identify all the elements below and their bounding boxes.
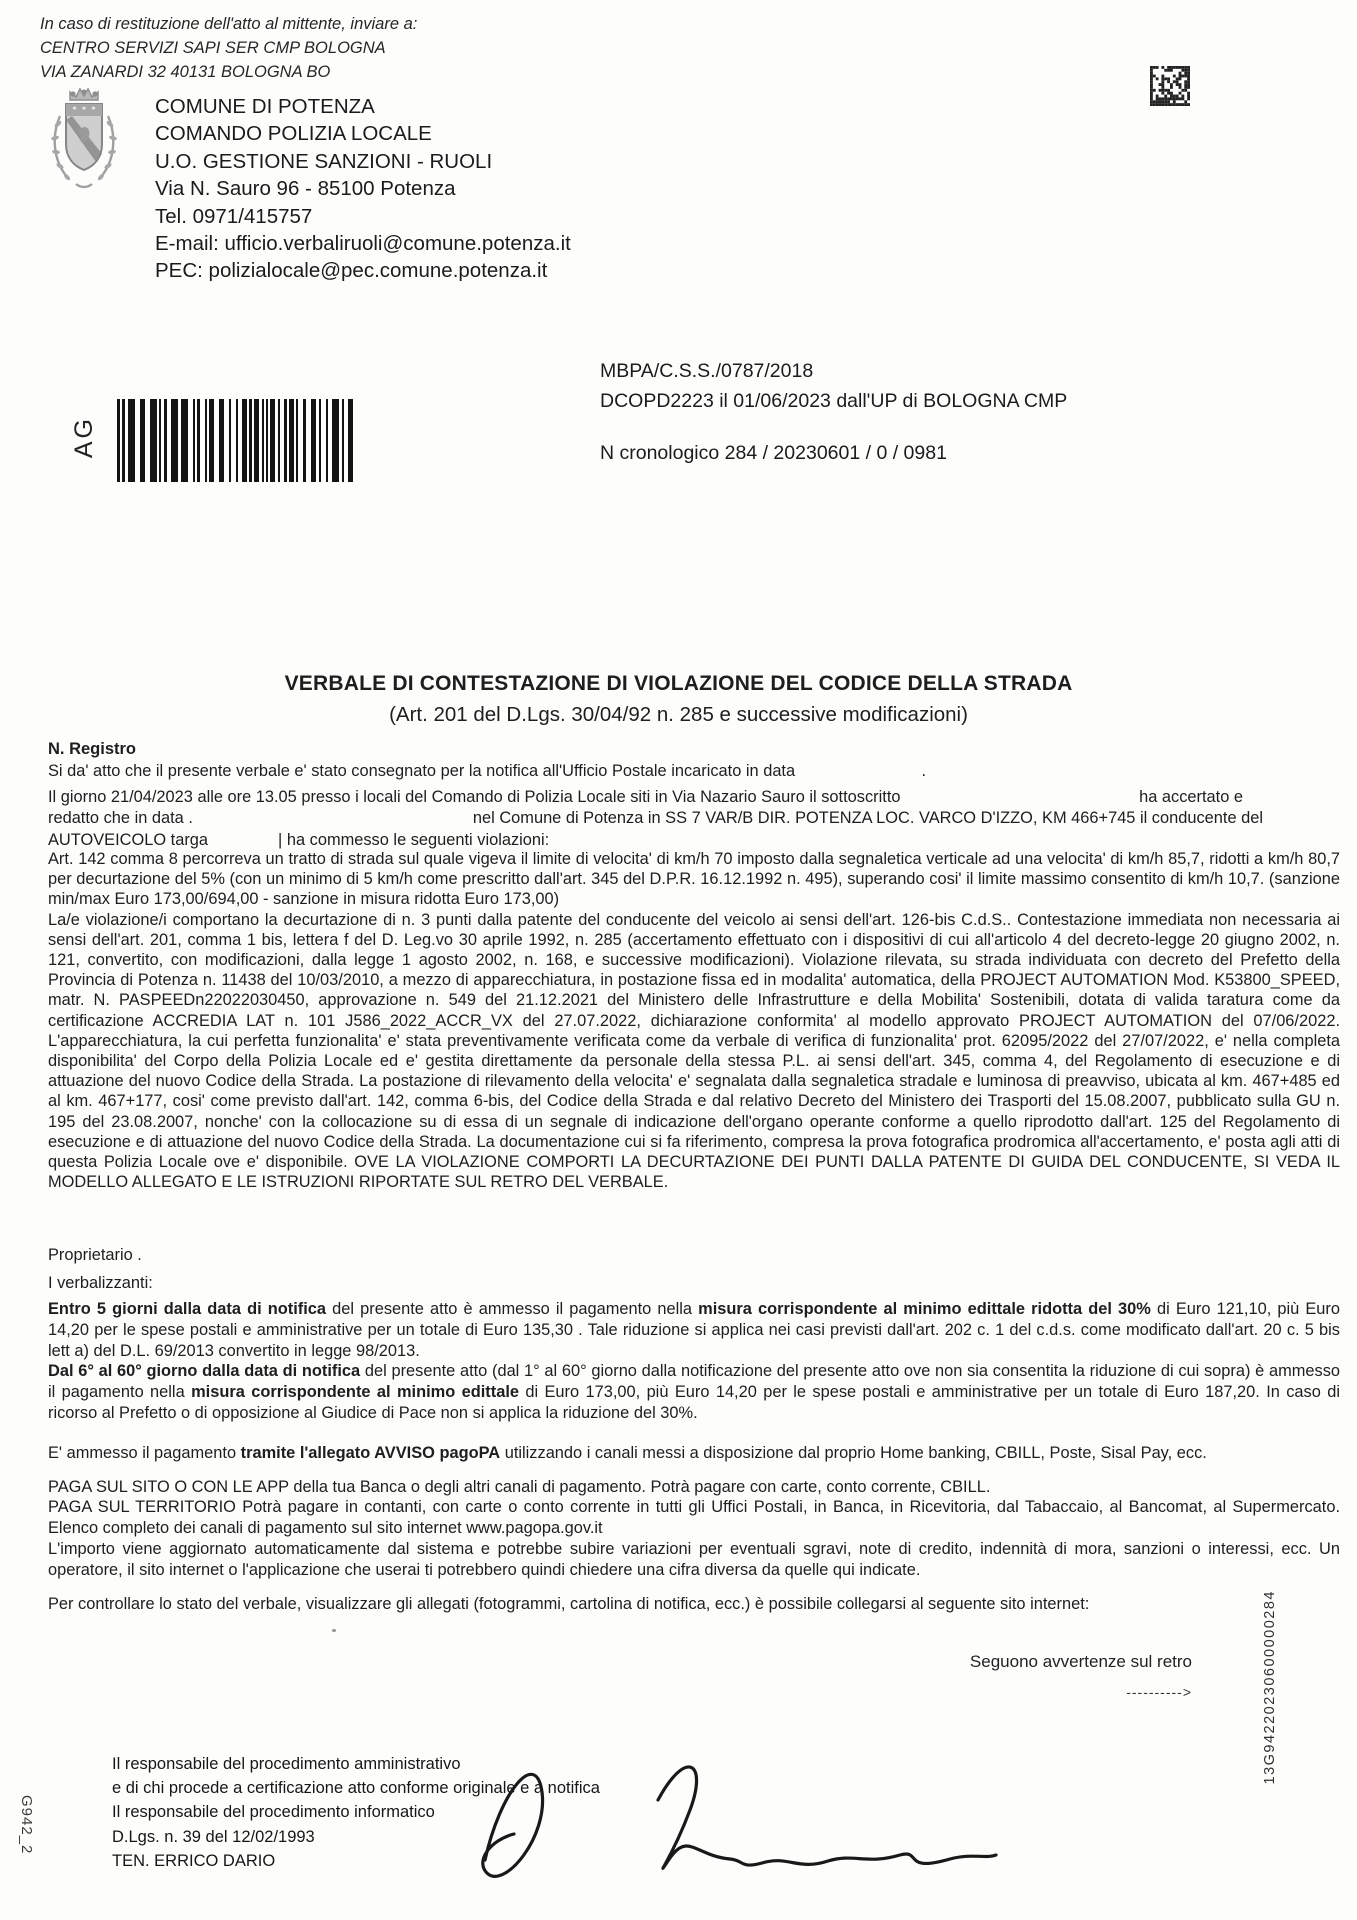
- retro-arrow: ---------->: [1126, 1684, 1192, 1700]
- scan-artifact-dot: [332, 1629, 336, 1632]
- registro-dot: .: [921, 762, 926, 780]
- proprietario-line: Proprietario .: [48, 1246, 142, 1264]
- intro-line-3: [48, 830, 1338, 851]
- intro-line-1-right: ha accertato e: [1139, 788, 1243, 806]
- issuing-office-header: [155, 93, 571, 285]
- office-pec: PEC: polizialocale@pec.comune.potenza.it: [155, 259, 548, 283]
- office-unit: U.O. GESTIONE SANZIONI - RUOLI: [155, 149, 493, 173]
- tracking-code-right: 13G94220230600000284: [1262, 1590, 1278, 1785]
- accertamento-intro: [48, 787, 1338, 851]
- office-email: E-mail: ufficio.verbaliruoli@comune.potenza.it: [155, 232, 571, 256]
- intro-line-1-left: Il giorno 21/04/2023 alle ore 13.05 presso i locali del Comando di Polizia Locale siti in Via Nazario Sauro il sottoscritto: [48, 788, 901, 806]
- paga-sul-territorio-line: PAGA SUL TERRITORIO Potrà pagare in contanti, con carte o conto corrente in tutti gli Uffici Postali, in Banca, in Ricevitoria, dal Tabaccaio, al Bancomat, al Supermercato. Elenco completo dei canali di pagamento sul sito internet www.pagopa.gov.it: [48, 1498, 1340, 1538]
- registro-label: N. Registro: [48, 740, 137, 758]
- violation-body: [48, 849, 1340, 1192]
- responsible-line: Il responsabile del procedimento informatico: [112, 1803, 435, 1822]
- payment-6-to-60-days: Dal 6° al 60° giorno dalla data di notifica del presente atto (dal 1° al 60° giorno dalla notificazione del presente atto ove non sia consentita la riduzione di cui sopra) è ammesso il pagamento nella misura corrispondente al minimo edittale di Euro 173,00, più Euro 14,20 per le spese postali e amministrative per un totale di Euro 187,20. In caso di ricorso al Prefetto o di opposizione al Giudice di Pace non si applica la riduzione del 30%.: [48, 1362, 1341, 1422]
- intro-line-2-right: nel Comune di Potenza in SS 7 VAR/B DIR. POTENZA LOC. VARCO D'IZZO, KM 466+745 il conducente del: [472, 809, 1263, 828]
- registro-text: Si da' atto che il presente verbale e' stato consegnato per la notifica all'Ufficio Postale incaricato in data: [48, 762, 796, 780]
- document-subtitle: (Art. 201 del D.Lgs. 30/04/92 n. 285 e successive modificazioni): [389, 703, 968, 726]
- ref-cronologico: N cronologico 284 / 20230601 / 0 / 0981: [600, 442, 947, 464]
- pagopa-bold: tramite l'allegato AVVISO pagoPA: [240, 1443, 501, 1462]
- office-address: Via N. Sauro 96 - 85100 Potenza: [155, 177, 456, 201]
- office-name: COMUNE DI POTENZA: [155, 95, 375, 118]
- payment-5d-bold: Entro 5 giorni dalla data di notifica: [48, 1300, 327, 1318]
- responsible-line: D.Lgs. n. 39 del 12/02/1993: [112, 1827, 315, 1846]
- responsible-name: TEN. ERRICO DARIO: [112, 1851, 276, 1870]
- return-address-line: CENTRO SERVIZI SAPI SER CMP BOLOGNA: [40, 39, 386, 57]
- payment-instructions: [48, 1299, 1340, 1614]
- return-address-line: In caso di restituzione dell'atto al mittente, inviare a:: [40, 15, 418, 33]
- paga-sul-sito-line: PAGA SUL SITO O CON LE APP della tua Banca o degli altri canali di pagamento. Potrà pagare con carte, conto corrente, CBILL.: [48, 1477, 991, 1496]
- intro-line-1: [48, 787, 1338, 808]
- payment-within-5-days: Entro 5 giorni dalla data di notifica del presente atto è ammesso il pagamento nella misura corrispondente al minimo edittale ridotta del 30% di Euro 121,10, più Euro 14,20 per le spese postali e amministrative per un totale di Euro 135,30 . Tale riduzione si applica nei casi previsti dall'art. 202 c. 1 del c.d.s. come modificato dall'art. 20 c. 5 bis lett a) del D.L. 69/2013 convertito in legge 98/2013.: [48, 1300, 1340, 1360]
- intro-line-3-right: | ha commesso le seguenti violazioni:: [278, 830, 550, 849]
- signature-icon: [430, 1742, 1020, 1892]
- payment-pagopa: E' ammesso il pagamento tramite l'allegato AVVISO pagoPA utilizzando i canali messi a disposizione dal proprio Home banking, CBILL, Poste, Sisal Pay, ecc.: [48, 1443, 1207, 1462]
- mail-ag-label: AG: [70, 416, 98, 459]
- violation-paragraph-2: La/e violazione/i comportano la decurtazione di n. 3 punti dalla patente del conducente del veicolo ai sensi dell'art. 126-bis C.d.S.. Contestazione immediata non necessaria ai sensi dell'art. 201, comma 1 bis, lettera f del D. Leg.vo 30 aprile 1992, n. 285 (accertamento effettuato con i dispositivi di cui all'articolo 4 del decreto-legge 20 giugno 2002, n. 121, convertito, con modificazioni, dalla legge 1 agosto 2002, n. 168, e successive modificazioni). Violazione rilevata, su strada individuata con decreto del Prefetto della Provincia di Potenza n. 11438 del 10/03/2010, a mezzo di apparecchiatura, in postazione fissa ed in modalita' automatica, della PROJECT AUTOMATION Mod. K53800_SPEED, matr. N. PASPEEDn22022030450, approvazione n. 549 del 21.12.2021 del Ministero delle Infrastrutture e della Mobilita' Sostenibili, dotata di valida taratura come da certificazione ACCREDIA LAT n. 101 J586_2022_ACCR_VX del 27.07.2022, dichiarazione conformita' al modello approvato PROJECT AUTOMATION del 07/06/2022. L'apparecchiatura, la cui perfetta funzionalita' e' stata preventivamente verificata come da verbale di verifica di funzionalita' prot. 62095/2022 del 27/07/2022, e' nella completa disponibilita' del Corpo della Polizia Locale ed e' gestita direttamente da personale della stessa P.L. ai sensi dell'art. 345, comma 4, del Regolamento di esecuzione e di attuazione del nuovo Codice della Strada. La postazione di rilevamento della velocita' e' segnalata dalla segnaletica stradale e luminosa di preavviso, ubicata al km. 467+485 ed al km. 467+177, cosi' come previsto dall'art. 142, comma 6-bis, del Codice della Strada e dal relativo Decreto del Ministero dei Trasporti del 15.08.2007, pubblicato sulla GU n. 195 del 23.08.2007, nonche' con la collocazione su di essa di un segnale di indicazione dell'organo operante conforme a quello riprodotto dall'art. 125 del Regolamento di esecuzione e di attuazione del nuovo Codice della Strada. La documentazione cui si fa riferimento, compresa la prova fotografica prodromica all'accertamento, e' posta agli atti di questa Polizia Locale ove e' disponibile. OVE LA VIOLAZIONE COMPORTI LA DECURTAZIONE DEI PUNTI DALLA PATENTE DI GUIDA DEL CONDUCENTE, SI VEDA IL MODELLO ALLEGATO E LE ISTRUZIONI RIPORTATE SUL RETRO DEL VERBALE.: [48, 910, 1340, 1192]
- intro-line-3-left: AUTOVEICOLO targa: [48, 830, 209, 849]
- office-command: COMANDO POLIZIA LOCALE: [155, 122, 432, 146]
- intro-line-2: [48, 808, 1338, 829]
- coat-of-arms-icon: [46, 86, 122, 192]
- form-code-left: G942_2: [18, 1795, 35, 1855]
- payment-60d-bold: Dal 6° al 60° giorno dalla data di notifica: [48, 1362, 361, 1381]
- registro-line: [48, 762, 926, 781]
- payment-60d-bold-2: misura corrispondente al minimo edittale: [191, 1383, 519, 1402]
- postal-references: [600, 356, 1067, 468]
- ref-mbpa: MBPA/C.S.S./0787/2018: [600, 360, 814, 382]
- responsible-line: Il responsabile del procedimento amministrativo: [112, 1755, 461, 1773]
- verbalizzanti-line: I verbalizzanti:: [48, 1274, 153, 1292]
- violation-paragraph-1: Art. 142 comma 8 percorreva un tratto di strada sul quale vigeva il limite di velocita' di km/h 70 imposto dalla segnaletica verticale ad una velocita' di km/h 85,7, ridotti a km/h 80,7 per decurtazione del 5% (con un minimo di 5 km/h come prescritto dall'art. 345 del D.P.R. 16.12.1992 n. 495), superando cosi' il limite massimo consentito di km/h 10,7. (sanzione min/max Euro 173,00/694,00 - sanzione in misura ridotta Euro 173,00): [48, 850, 1340, 909]
- mail-barcode-icon: [117, 399, 357, 482]
- intro-line-2-left: redatto che in data .: [48, 809, 193, 828]
- retro-note: Seguono avvertenze sul retro: [969, 1652, 1192, 1671]
- controllo-stato-line: Per controllare lo stato del verbale, visualizzare gli allegati (fotogrammi, cartolina di notifica, ecc.) è possibile collegarsi al seguente sito internet:: [48, 1594, 1090, 1613]
- responsible-line: e di chi procede a certificazione atto conforme originale e a notifica: [112, 1779, 600, 1798]
- return-address: [40, 12, 417, 84]
- document-title: VERBALE DI CONTESTAZIONE DI VIOLAZIONE DEL CODICE DELLA STRADA: [284, 672, 1073, 695]
- datamatrix-icon: [1150, 66, 1190, 106]
- ref-dcopd: DCOPD2223 il 01/06/2023 dall'UP di BOLOGNA CMP: [600, 390, 1068, 412]
- office-phone: Tel. 0971/415757: [155, 204, 313, 228]
- importo-aggiornato-line: L'importo viene aggiornato automaticamente dal sistema e potrebbe subire variazioni per eventuali sgravi, note di credito, indennità di mora, sanzioni o interessi, ecc. Un operatore, il sito internet o l'applicazione che userai ti potrebbero quindi chiedere una cifra diversa da quelle qui indicate.: [48, 1539, 1340, 1579]
- payment-5d-bold-2: misura corrispondente al minimo edittale ridotta del 30%: [698, 1300, 1151, 1318]
- return-address-line: VIA ZANARDI 32 40131 BOLOGNA BO: [40, 63, 331, 81]
